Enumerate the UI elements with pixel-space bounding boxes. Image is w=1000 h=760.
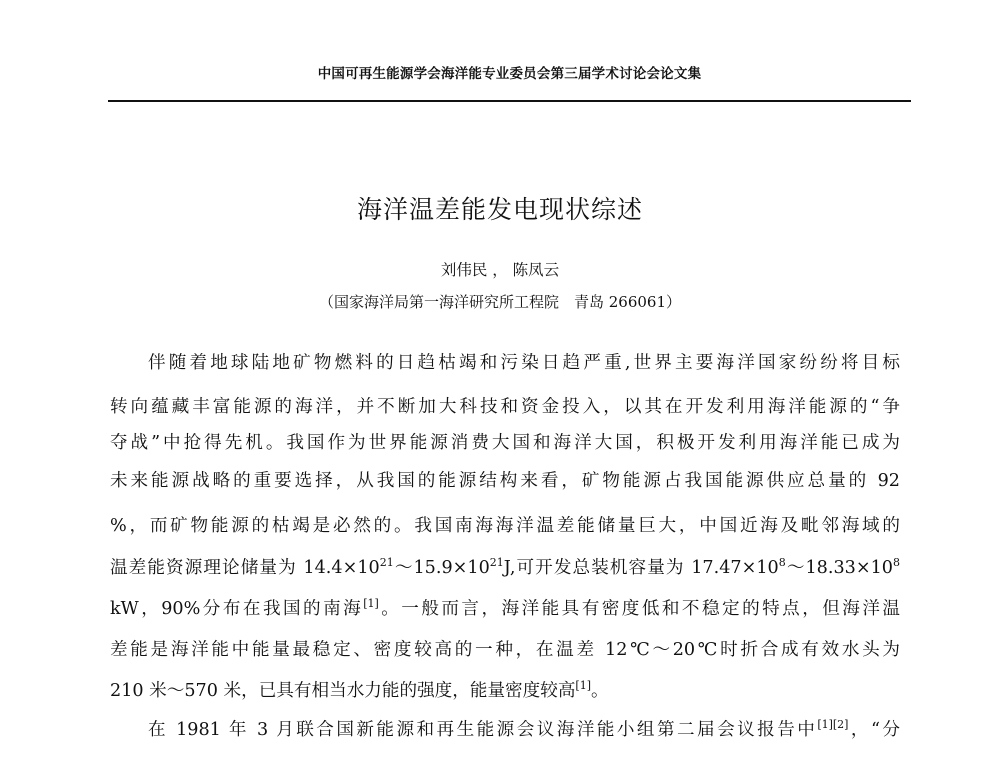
paragraph-line xyxy=(148,720,900,740)
paragraph-line xyxy=(110,558,900,578)
text-run: ～15.9×10 xyxy=(393,558,490,578)
text-run: ，“分 xyxy=(848,720,901,740)
text-run: ～18.33×10 xyxy=(785,558,893,578)
paragraph-line: 夺战”中抢得先机。我国作为世界能源消费大国和海洋大国，积极开发利用海洋能已成为 xyxy=(110,433,900,453)
paragraph-line: 未来能源战略的重要选择，从我国的能源结构来看，矿物能源占我国能源供应总量的 92 xyxy=(110,471,900,491)
citation: [1] xyxy=(575,679,592,692)
authors: 刘伟民 ， 陈凤云 xyxy=(440,261,560,279)
citation: [1] xyxy=(363,597,379,610)
text-run: 温差能资源理论储量为 14.4×10 xyxy=(110,558,380,578)
paragraph-line: 伴随着地球陆地矿物燃料的日趋枯竭和污染日趋严重,世界主要海洋国家纷纷将目标 xyxy=(148,353,900,373)
text-run: kW，90%分布在我国的南海 xyxy=(110,599,364,619)
paragraph-line: 差能是海洋能中能量最稳定、密度较高的一种，在温差 12℃～20℃时折合成有效水头为 xyxy=(110,640,900,660)
superscript: 21 xyxy=(489,556,504,569)
proceedings-header: 中国可再生能源学会海洋能专业委员会第三届学术讨论会论文集 xyxy=(317,66,702,82)
superscript: 8 xyxy=(778,556,786,569)
paragraph-line xyxy=(110,681,900,701)
text-run: 。 xyxy=(591,681,609,701)
paragraph-line: 转向蕴藏丰富能源的海洋，并不断加大科技和资金投入，以其在开发利用海洋能源的“争 xyxy=(110,397,900,417)
superscript: 8 xyxy=(893,556,900,569)
paragraph-line xyxy=(110,599,900,619)
affiliation: （国家海洋局第一海洋研究所工程院 青岛 266061） xyxy=(318,293,682,311)
text-run: 在 1981 年 3 月联合国新能源和再生能源会议海洋能小组第二届会议报告中 xyxy=(148,720,818,740)
text-run: 。一般而言，海洋能具有密度低和不稳定的特点，但海洋温 xyxy=(378,599,900,619)
text-run: 210 米～570 米，已具有相当水力能的强度，能量密度较高 xyxy=(110,681,576,701)
header-rule xyxy=(108,100,911,102)
paper-title: 海洋温差能发电现状综述 xyxy=(356,195,643,224)
citation: [1][2] xyxy=(817,718,849,731)
superscript: 21 xyxy=(379,556,394,569)
paragraph-line: %，而矿物能源的枯竭是必然的。我国南海海洋温差能储量巨大，中国近海及毗邻海域的 xyxy=(110,516,900,536)
text-run: J,可开发总装机容量为 17.47×10 xyxy=(503,558,779,578)
